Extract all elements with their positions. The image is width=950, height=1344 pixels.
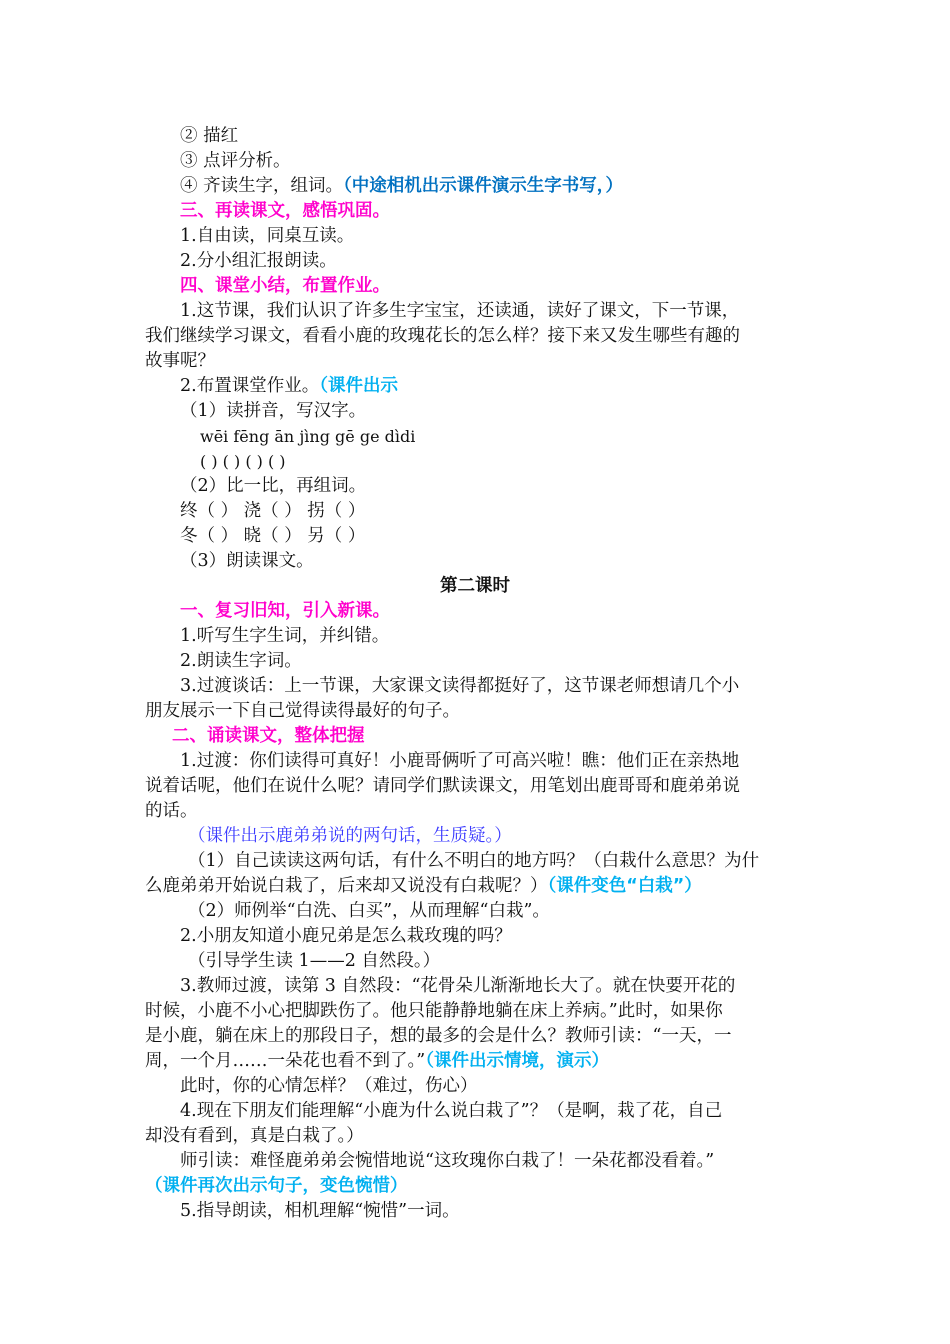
paragraph: 朋友展示一下自己觉得读得最好的句子。: [145, 701, 460, 721]
courseware-note: （课件出示情境，演示）: [425, 1051, 609, 1071]
section-heading-3: 三、再读课文，感悟巩固。: [180, 201, 390, 221]
step-read-words: ④ 齐读生字，组词。（中途相机出示课件演示生字书写，）: [180, 176, 624, 196]
courseware-note: （课件变色“白栽”）: [547, 876, 702, 896]
section-heading-4: 四、课堂小结，布置作业。: [180, 276, 390, 296]
courseware-note: （课件再次出示句子，变色惋惜）: [145, 1176, 408, 1196]
compare-row-1: 终（ ） 浇（ ） 拐（ ）: [180, 501, 366, 521]
compare-row-2: 冬（ ） 晓（ ） 另（ ）: [180, 526, 366, 546]
lesson-title: 第二课时: [440, 576, 510, 596]
exercise-3: （3）朗读课文。: [180, 551, 314, 571]
paragraph: 3.过渡谈话：上一节课，大家课文读得都挺好了，这节课老师想请几个小: [180, 676, 740, 696]
homework-item: 2.布置课堂作业。（课件出示: [180, 376, 398, 396]
exercise-2: （2）比一比，再组词。: [180, 476, 367, 496]
paragraph: （引导学生读 1——2 自然段。）: [188, 951, 441, 971]
paragraph: 3.教师过渡，读第 3 自然段：“花骨朵儿渐渐地长大了。就在快要开花的: [180, 976, 736, 996]
pinyin-row: wēi fēng ān jìng gē ge dìdi: [200, 427, 416, 446]
paragraph: 时候，小鹿不小心把脚跌伤了。他只能静静地躺在床上养病。”此时，如果你: [145, 1001, 723, 1021]
paragraph: 周，一个月……一朵花也看不到了。”（课件出示情境，演示）: [145, 1051, 609, 1071]
step-review: ③ 点评分析。: [180, 151, 291, 171]
paragraph: 师引读：难怪鹿弟弟会惋惜地说“这玫瑰你白栽了！一朵花都没看着。”: [180, 1151, 715, 1171]
paragraph: （2）师例举“白洗、白买”，从而理解“白栽”。: [188, 901, 550, 921]
exercise-1: （1）读拼音，写汉字。: [180, 401, 367, 421]
paragraph: 故事呢？: [145, 351, 215, 371]
step-trace: ② 描红: [180, 126, 239, 146]
paragraph: 2.朗读生字词。: [180, 651, 302, 671]
section-heading-1: 一、复习旧知，引入新课。: [180, 601, 390, 621]
courseware-note: （中途相机出示课件演示生字书写，）: [343, 176, 624, 196]
paragraph: 么鹿弟弟开始说白栽了，后来却又说没有白栽呢？）（课件变色“白栽”）: [145, 876, 702, 896]
paragraph: 4.现在下朋友们能理解“小鹿为什么说白栽了”？（是啊，栽了花，自己: [180, 1101, 723, 1121]
paragraph: 1.自由读，同桌互读。: [180, 226, 355, 246]
paragraph: 2.分小组汇报朗读。: [180, 251, 337, 271]
paragraph: 的话。: [145, 801, 198, 821]
paragraph: 1.听写生字生词，并纠错。: [180, 626, 390, 646]
paragraph: 1.这节课，我们认识了许多生字宝宝，还读通，读好了课文，下一节课，: [180, 301, 740, 321]
paragraph: 我们继续学习课文，看看小鹿的玫瑰花长的怎么样？接下来又发生哪些有趣的: [145, 326, 740, 346]
paragraph: 5.指导朗读，相机理解“惋惜”一词。: [180, 1201, 460, 1221]
paragraph: （1）自己读读这两句话，有什么不明白的地方吗？（白栽什么意思？为什: [188, 851, 760, 871]
courseware-note: （课件出示: [319, 376, 398, 396]
paragraph: 却没有看到，真是白栽了。）: [145, 1126, 364, 1146]
paragraph: 1.过渡：你们读得可真好！小鹿哥俩听了可高兴啦！瞧：他们正在亲热地: [180, 751, 740, 771]
courseware-note: （课件出示鹿弟弟说的两句话，生质疑。）: [188, 826, 512, 846]
paragraph: 说着话呢，他们在说什么呢？请同学们默读课文，用笔划出鹿哥哥和鹿弟弟说: [145, 776, 740, 796]
paragraph: 此时，你的心情怎样？（难过，伤心）: [180, 1076, 478, 1096]
pinyin-blanks: ( ) ( ) ( ) ( ): [200, 452, 286, 471]
paragraph: 是小鹿，躺在床上的那段日子，想的最多的会是什么？教师引读：“一天，一: [145, 1026, 732, 1046]
paragraph: 2.小朋友知道小鹿兄弟是怎么栽玫瑰的吗？: [180, 926, 512, 946]
section-heading-2: 二、诵读课文，整体把握: [172, 726, 365, 746]
